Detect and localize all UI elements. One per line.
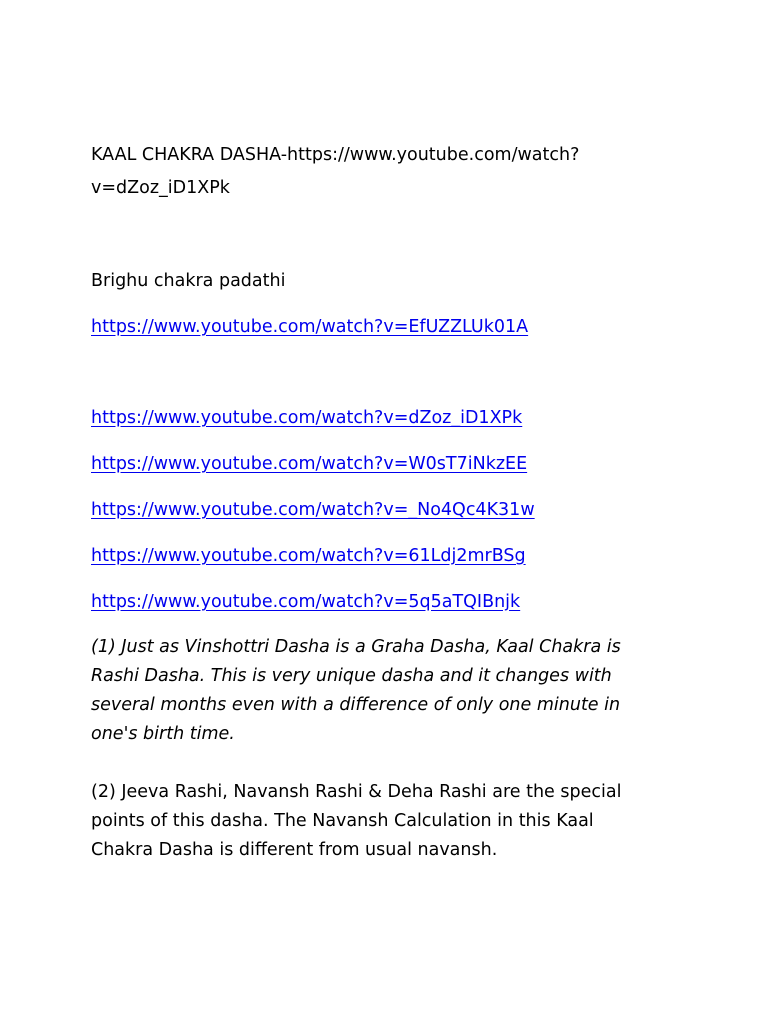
- youtube-link-1[interactable]: https://www.youtube.com/watch?v=EfUZZLUk01A: [91, 317, 529, 337]
- paragraph-2-line: points of this dasha. The Navansh Calculation in this Kaal: [91, 811, 594, 831]
- youtube-link-2[interactable]: https://www.youtube.com/watch?v=dZoz_iD1XPk: [91, 408, 523, 428]
- heading-line-1: KAAL CHAKRA DASHA-https://www.youtube.com/watch?: [91, 145, 580, 165]
- subheading: Brighu chakra padathi: [91, 271, 286, 291]
- paragraph-1-line: Rashi Dasha. This is very unique dasha and it changes with: [91, 666, 612, 686]
- youtube-link-6[interactable]: https://www.youtube.com/watch?v=5q5aTQIBnjk: [91, 592, 521, 612]
- youtube-link-5[interactable]: https://www.youtube.com/watch?v=61Ldj2mrBSg: [91, 546, 526, 566]
- youtube-link-3[interactable]: https://www.youtube.com/watch?v=W0sT7iNkzEE: [91, 454, 528, 474]
- paragraph-1-line: several months even with a difference of only one minute in: [91, 695, 621, 715]
- paragraph-2: [91, 778, 691, 865]
- paragraph-2-line: Chakra Dasha is different from usual navansh.: [91, 840, 498, 860]
- youtube-link-4[interactable]: https://www.youtube.com/watch?v=_No4Qc4K31w: [91, 500, 535, 520]
- paragraph-2-line: (2) Jeeva Rashi, Navansh Rashi & Deha Rashi are the special: [91, 782, 622, 802]
- paragraph-1-line: one's birth time.: [91, 724, 235, 744]
- paragraph-1-line: (1) Just as Vinshottri Dasha is a Graha Dasha, Kaal Chakra is: [91, 637, 621, 657]
- paragraph-1: [91, 633, 691, 749]
- heading-line-2: v=dZoz_iD1XPk: [91, 178, 230, 198]
